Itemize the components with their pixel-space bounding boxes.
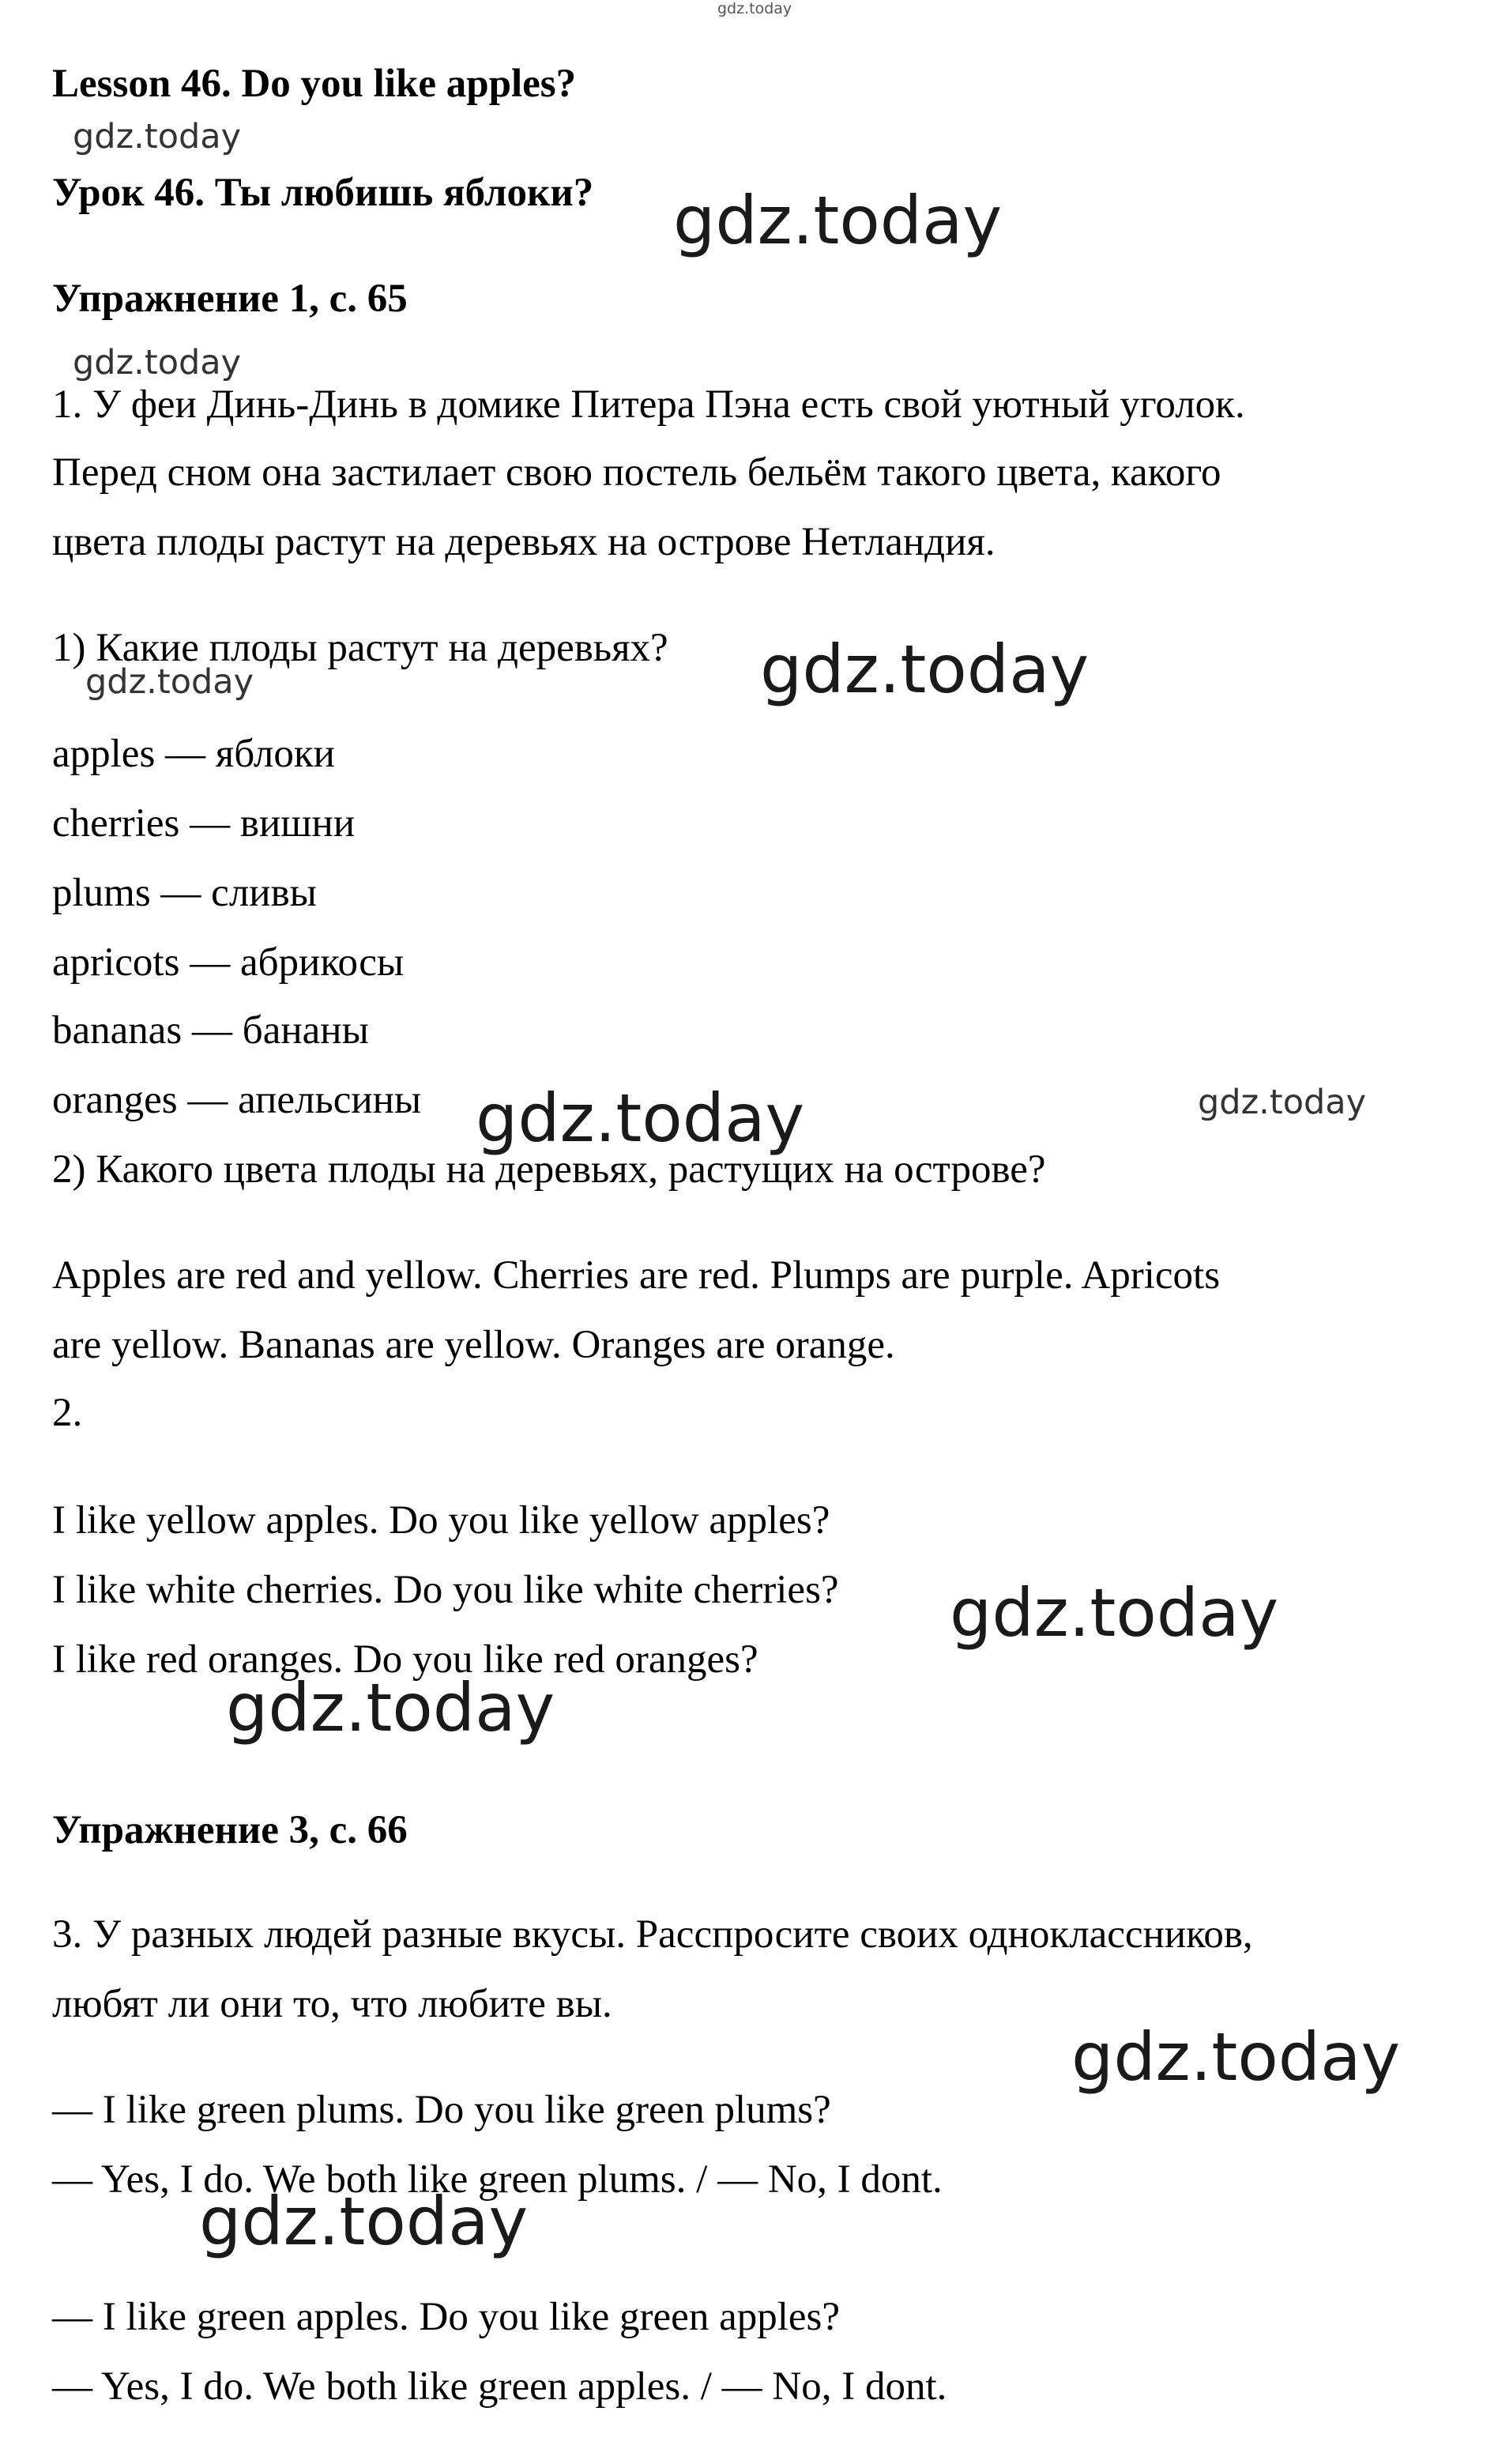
exercise3-intro-line: любят ли они то, что любите вы.	[52, 1982, 612, 2026]
watermark: gdz.today	[73, 343, 242, 382]
watermark: gdz.today	[1071, 2018, 1401, 2096]
lesson-title-ru: Урок 46. Ты любишь яблоки?	[52, 171, 594, 215]
dialog-line: — Yes, I do. We both like green apples. / — No, I dont.	[52, 2364, 947, 2409]
fruit-item: apples — яблоки	[52, 732, 335, 776]
fruit-item: cherries — вишни	[52, 801, 356, 846]
watermark: gdz.today	[760, 631, 1090, 708]
exercise1-intro-line: 1. У феи Динь-Динь в домике Питера Пэна есть свой уютный уголок.	[52, 382, 1245, 427]
answer-line: are yellow. Bananas are yellow. Oranges are orange.	[52, 1323, 895, 1367]
dialog-line: — I like green plums. Do you like green plums?	[52, 2088, 831, 2132]
watermark: gdz.today	[199, 2183, 529, 2260]
fruit-item: bananas — бананы	[52, 1008, 369, 1053]
question-2: 2) Какого цвета плоды на деревьях, растущих на острове?	[52, 1147, 1046, 1192]
exercise1-heading: Упражнение 1, с. 65	[52, 277, 408, 321]
exercise3-heading: Упражнение 3, с. 66	[52, 1808, 408, 1852]
part2-label: 2.	[52, 1391, 83, 1435]
dialog-line: — Yes, I do. We both like green plums. / — No, I dont.	[52, 2157, 943, 2202]
fruit-item: oranges — апельсины	[52, 1078, 422, 1122]
watermark: gdz.today	[673, 182, 1003, 259]
watermark: gdz.today	[73, 117, 242, 156]
exercise1-intro-line: Перед сном она застилает свою постель бельём такого цвета, какого	[52, 450, 1221, 495]
watermark: gdz.today	[950, 1574, 1279, 1652]
question-1: 1) Какие плоды растут на деревьях?	[52, 626, 668, 670]
watermark: gdz.today	[85, 662, 254, 702]
exercise1-intro-line: цвета плоды растут на деревьях на острове Нетландия.	[52, 520, 996, 564]
answer-line: Apples are red and yellow. Cherries are red. Plumps are purple. Apricots	[52, 1253, 1221, 1298]
watermark: gdz.today	[1198, 1083, 1367, 1122]
part2-line: I like white cherries. Do you like white cherries?	[52, 1568, 839, 1612]
fruit-item: plums — сливы	[52, 871, 317, 915]
watermark: gdz.today	[476, 1079, 805, 1157]
exercise3-intro-line: 3. У разных людей разные вкусы. Расспросите своих одноклассников,	[52, 1912, 1253, 1957]
lesson-title-en: Lesson 46. Do you like apples?	[52, 62, 577, 106]
header-watermark: gdz.today	[717, 0, 792, 17]
watermark: gdz.today	[226, 1669, 555, 1746]
part2-line: I like yellow apples. Do you like yellow apples?	[52, 1498, 830, 1543]
dialog-line: — I like green apples. Do you like green apples?	[52, 2295, 840, 2339]
fruit-item: apricots — абрикосы	[52, 940, 405, 985]
part2-line: I like red oranges. Do you like red oranges?	[52, 1637, 758, 1682]
